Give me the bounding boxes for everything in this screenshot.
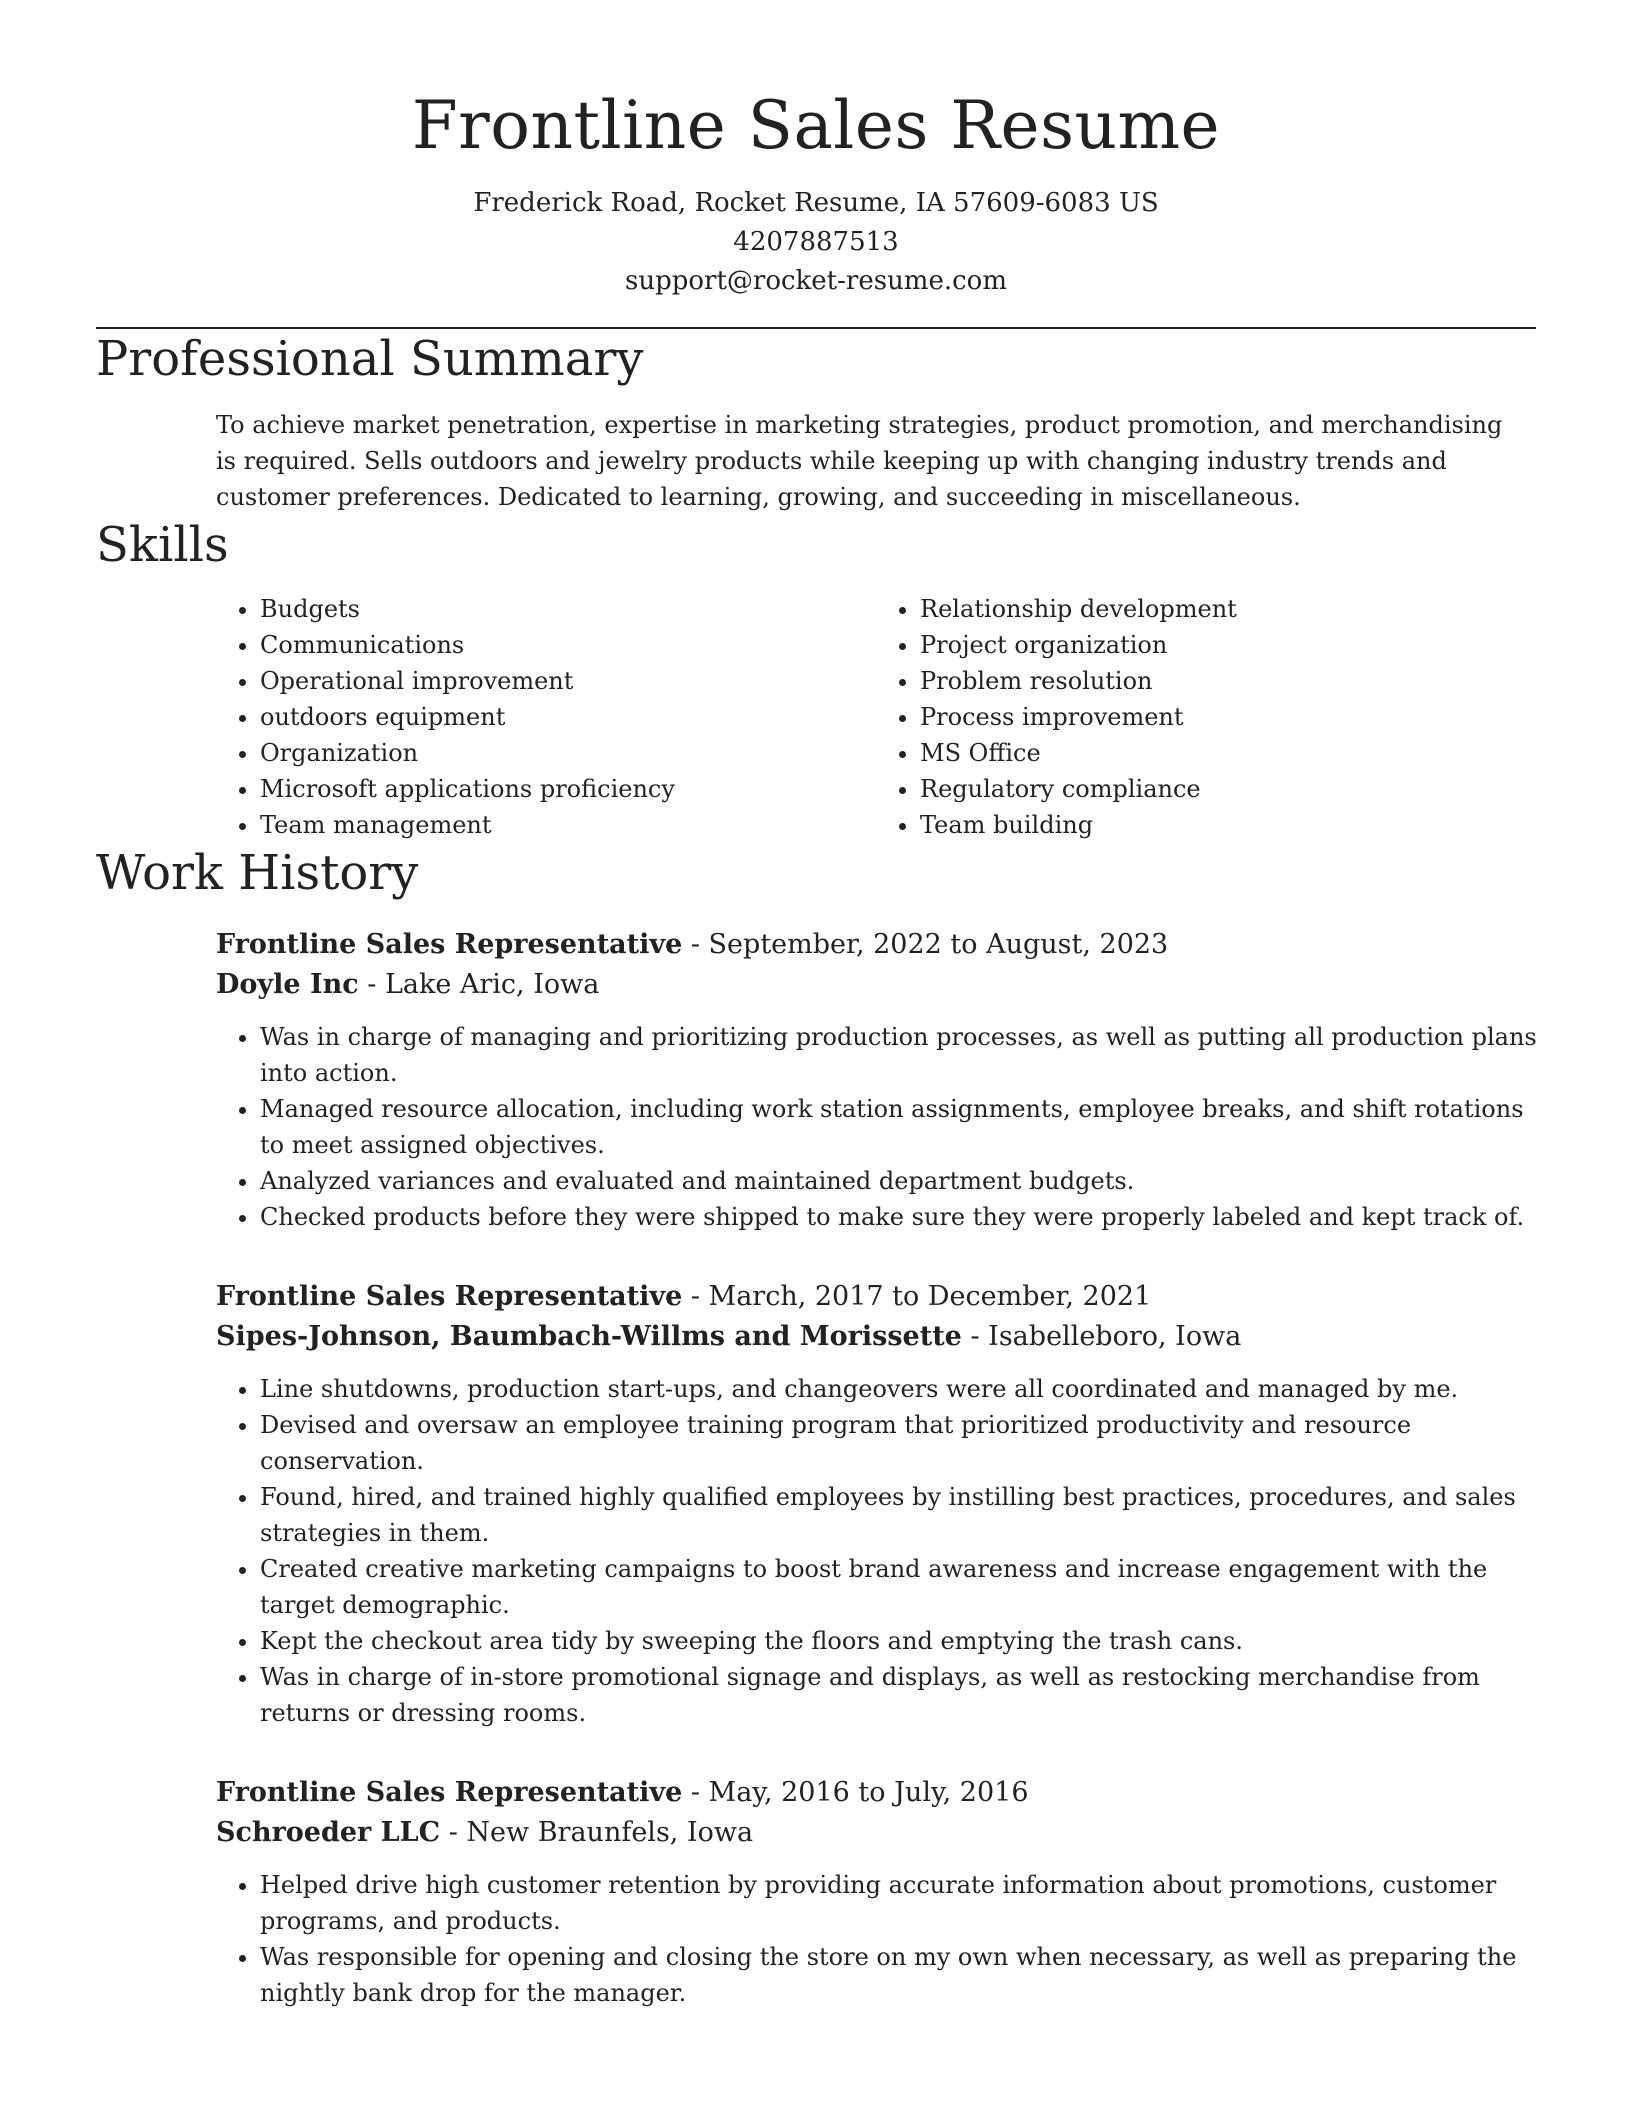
job-bullets [216, 1371, 1540, 1731]
job-company: Sipes-Johnson, Baumbach-Willms and Morissette [216, 1321, 962, 1352]
summary-text: To achieve market penetration, expertise in marketing strategies, product promotion, and merchandising is required. Sells outdoors and jewelry products while keeping up with changing industry trends and customer preferences. Dedicated to learning, growing, and succeeding in miscellaneous. [216, 411, 1503, 511]
job-bullet: • Managed resource allocation, including work station assignments, employee breaks, and shift rotations to meet assigned objectives. [260, 1091, 1540, 1163]
job-dates: - September, 2022 to August, 2023 [682, 929, 1169, 960]
skills-column-right [876, 591, 1536, 843]
skill-item: • Project organization [920, 627, 1536, 663]
skill-item: • Team building [920, 807, 1536, 843]
resume-page [96, 0, 1536, 2011]
job-company-line [216, 965, 1536, 1005]
job-role-line [216, 925, 1536, 965]
resume-title: Frontline Sales Resume [411, 87, 1221, 164]
job-bullet: • Was in charge of managing and prioritizing production processes, as well as putting all production plans into action. [260, 1019, 1540, 1091]
job-role: Frontline Sales Representative [216, 929, 683, 960]
job-bullets [216, 1019, 1540, 1235]
skill-item: • Problem resolution [920, 663, 1536, 699]
job-bullet: • Was in charge of in-store promotional signage and displays, as well as restocking merchandise from returns or dressing rooms. [260, 1659, 1540, 1731]
job-role-line [216, 1773, 1536, 1813]
skills-grid [216, 591, 1536, 843]
job-bullet: • Analyzed variances and evaluated and maintained department budgets. [260, 1163, 1540, 1199]
skill-item: • Budgets [260, 591, 876, 627]
skill-item: • Organization [260, 735, 876, 771]
job-bullet: • Helped drive high customer retention by providing accurate information about promotions, customer programs, and products. [260, 1867, 1540, 1939]
job-bullet: • Checked products before they were shipped to make sure they were properly labeled and kept track of. [260, 1199, 1540, 1235]
job-role: Frontline Sales Representative [216, 1777, 683, 1808]
skill-item: • Process improvement [920, 699, 1536, 735]
job-company: Schroeder LLC [216, 1817, 441, 1848]
skills-heading: Skills [96, 517, 229, 573]
work-history-heading: Work History [96, 845, 419, 901]
job-bullet: • Was responsible for opening and closing the store on my own when necessary, as well as preparing the nightly bank drop for the manager. [260, 1939, 1540, 2011]
job-entry [216, 925, 1536, 1235]
job-location: - Isabelleboro, Iowa [961, 1321, 1242, 1352]
job-company: Doyle Inc [216, 969, 359, 1000]
resume-header [96, 0, 1536, 301]
skills-column-left [216, 591, 876, 843]
skill-item: • outdoors equipment [260, 699, 876, 735]
job-dates: - May, 2016 to July, 2016 [682, 1777, 1029, 1808]
job-location: - Lake Aric, Iowa [358, 969, 600, 1000]
skill-item: • Operational improvement [260, 663, 876, 699]
job-company-line [216, 1813, 1536, 1853]
job-bullet: • Devised and oversaw an employee training program that prioritized productivity and resource conservation. [260, 1407, 1540, 1479]
contact-block [96, 184, 1536, 301]
job-role-line [216, 1277, 1536, 1317]
job-entry [216, 1773, 1536, 2011]
contact-email: support@rocket-resume.com [624, 266, 1007, 296]
job-location: - New Braunfels, Iowa [440, 1817, 754, 1848]
job-bullets [216, 1867, 1540, 2011]
skill-item: • Relationship development [920, 591, 1536, 627]
job-bullet: • Kept the checkout area tidy by sweeping the floors and emptying the trash cans. [260, 1623, 1540, 1659]
job-company-line [216, 1317, 1536, 1357]
skill-item: • Regulatory compliance [920, 771, 1536, 807]
summary-heading: Professional Summary [96, 331, 644, 387]
job-bullet: • Found, hired, and trained highly qualified employees by instilling best practices, procedures, and sales strategies in them. [260, 1479, 1540, 1551]
job-bullet: • Created creative marketing campaigns to boost brand awareness and increase engagement with the target demographic. [260, 1551, 1540, 1623]
skill-item: • Microsoft applications proficiency [260, 771, 876, 807]
job-dates: - March, 2017 to December, 2021 [682, 1281, 1152, 1312]
job-role: Frontline Sales Representative [216, 1281, 683, 1312]
job-entry [216, 1277, 1536, 1731]
skill-item: • Communications [260, 627, 876, 663]
skill-item: • Team management [260, 807, 876, 843]
skill-item: • MS Office [920, 735, 1536, 771]
job-bullet: • Line shutdowns, production start-ups, and changeovers were all coordinated and managed by me. [260, 1371, 1540, 1407]
contact-phone: 4207887513 [733, 227, 899, 257]
contact-address: Frederick Road, Rocket Resume, IA 57609-6083 US [473, 188, 1159, 218]
